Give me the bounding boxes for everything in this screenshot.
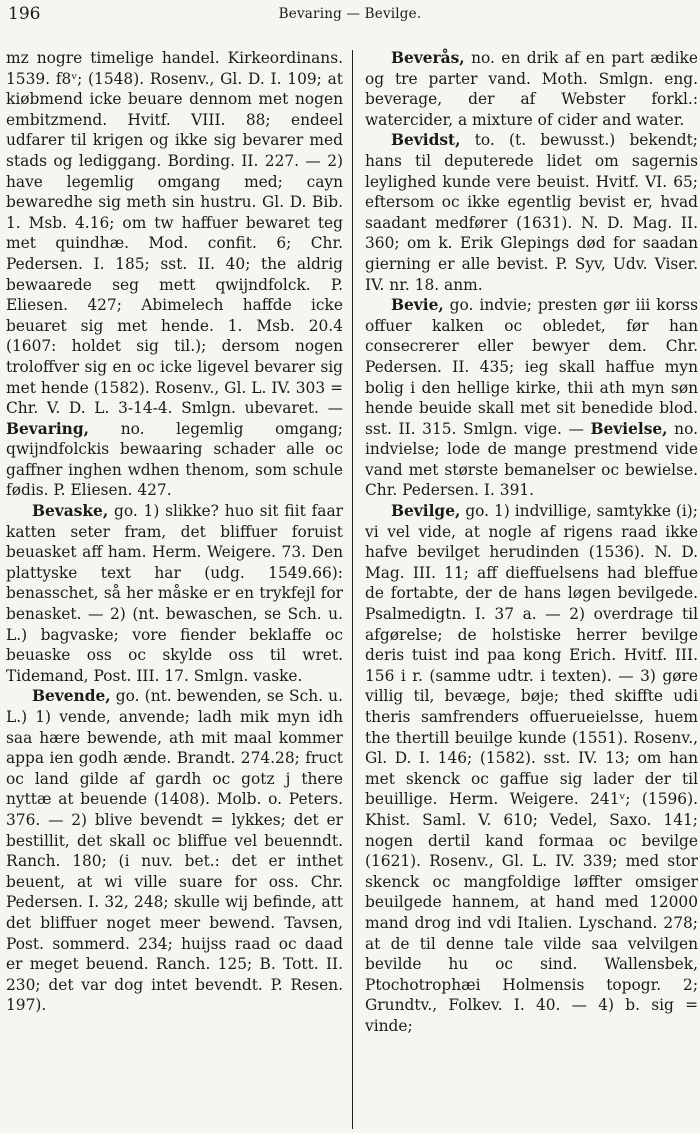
headword: Bevende, xyxy=(32,687,111,706)
headword: Bevidst, xyxy=(391,131,461,150)
left-column xyxy=(6,48,343,1129)
headword: Bevilge, xyxy=(391,502,461,521)
page-header xyxy=(8,4,692,30)
entry-text: no. indvielse; lode de mange prestmend vide vand met største bemanelser oc bewielse. Chr. Pedersen. I. 391. xyxy=(365,419,698,500)
entry-text: no. en drik af en part ædike og tre parter vand. Moth. Smlgn. eng. beverage, der af Webster forkl.: watercider, a mixture of cider and water. xyxy=(365,49,698,129)
entry-text: go. 1) indvillige, samtykke (i); vi vel vide, at nogle af rigens raad ikke hafve bevilget herudinden (1536). N. D. Mag. III. 11; aff dieffuelsens had bleffue de fortabte, der de hans løgen bevilgede. Psalmedigtn. I. 37 a. — 2) overdrage til afgørelse; de holstiske herrer bevilge deris tuist ind paa kong Erich. Hvitf. III. 156 i r. (samme udtr. i texten). — 3) gøre villig til, bevæge, bøje; thed skiffte udi theris samfrenders offuerueielsse, huem the thertill beuilge kunde (1551). Rosenv., Gl. D. I. 146; (1582). sst. IV. 13; om han met skenck oc gaffue sig lader der til beuillige. Herm. Weigere. 241ᵛ; (1596). Khist. Saml. V. 610; Vedel, Saxo. 141; nogen dertil kand formaa oc bevilge (1621). Rosenv., Gl. L. IV. 339; med stor skenck oc mangfoldige løffter omsiger beuilgede hannem, at hand med 12000 mand drog ind vdi Italien. Lyschand. 278; at de til denne tale vilde saa velvilgen bevilde hu oc sind. Wallensbek, Ptochotrophæi Holmensis topogr. 2; Grundtv., Folkev. I. 40. — 4) b. sig = vinde; xyxy=(365,502,698,1035)
right-column xyxy=(365,48,698,1129)
headword: Bevielse, xyxy=(590,419,668,438)
entry-bevende xyxy=(6,686,343,1016)
entry-beveras xyxy=(365,48,698,130)
entry-text: go. (nt. bewenden, se Sch. u. L.) 1) vende, anvende; ladh mik myn idh saa hære bewende, ath mit maal kommer appa ien godh ænde. Brandt. 274.28; fruct oc land gilde af gardh oc gotz j there nyttæ at beuende (1408). Molb. o. Peters. 376. — 2) blive bevendt = lykkes; det er bestillit, det skall oc bliffue vel beuenndt. Ranch. 180; (i nuv. bet.: det er inthet beuent, at wi ville suare for oss. Chr. Pedersen. I. 32, 248; skulle wij befinde, att det bliffuer noget meer bewend. Tavsen, Post. sommerd. 234; huijss raad oc daad er meget beuend. Ranch. 125; B. Tott. II. 230; det var dog intet bevendt. P. Resen. 197). xyxy=(6,687,343,1015)
entry-text: mz nogre timelige handel. Kirkeordinans. 1539. f8ᵛ; (1548). Rosenv., Gl. D. I. 109; at kiøbmend icke beuare dennom met nogen embitzmend. Hvitf. VIII. 88; endeel udfarer til krigen og ikke sig bevarer med stads og lediggang. Bording. II. 227. — 2) have legemlig omgang med; cayn bewaredhe sig meth sin hustru. Gl. D. Bib. 1. Msb. 4.16; om tw haffuer bewaret teg met quindhæ. Mod. confit. 6; Chr. Pedersen. I. 185; sst. II. 40; the aldrig bewaarede seg mett qwijndfolck. P. Eliesen. 427; Abimelech haffde icke beuaret sig met hende. 1. Msb. 20.4 (1607: holdet sig til.); dersom nogen troloffver sig en oc icke ligevel bevarer sig met hende (1582). Rosenv., Gl. L. IV. 303 = Chr. V. D. L. 3-14-4. Smlgn. ubevaret. — xyxy=(6,49,343,418)
running-head: Bevaring — Bevilge. xyxy=(278,6,422,22)
entry-bevie xyxy=(365,295,698,501)
entry-text: go. 1) slikke? huo sit fiit faar katten seter fram, det bliffuer foruist beuasket aff ham. Herm. Weigere. 73. Den plattyske text har (udg. 1549.66): benasschet, så her måske er en trykfejl for benasket. — 2) (nt. bewaschen, se Sch. u. L.) bagvaske; vore fiender beklaffe oc beuaske oss oc skylde oss til wret. Tidemand, Post. III. 17. Smlgn. vaske. xyxy=(6,502,343,685)
headword: Bevaring, xyxy=(6,419,89,438)
entry-bevidst xyxy=(365,130,698,295)
entry-bevilge xyxy=(365,501,698,1036)
dictionary-columns xyxy=(6,48,698,1129)
headword: Bevie, xyxy=(391,296,444,315)
entry-text: no. legemlig omgang; qwijndfolckis bewaaring schader alle oc gaffner inghen wdhen thenom, som schule fødis. P. Eliesen. 427. xyxy=(6,419,343,500)
entry-bevaske xyxy=(6,501,343,686)
headword: Beverås, xyxy=(391,49,465,67)
headword: Bevaske, xyxy=(32,502,109,521)
entry-text: go. indvie; presten gør iii korss offuer kalken oc obledet, før han consecrerer eller bewyer dem. Chr. Pedersen. II. 435; ieg skall haffue myn bolig i den hellige kirke, thii ath myn søn hende beuide skall met sit benedide blod. sst. II. 315. Smlgn. vige. — xyxy=(365,296,698,438)
entry-continuation xyxy=(6,48,343,501)
page-number: 196 xyxy=(8,4,41,24)
entry-text: to. (t. bewusst.) bekendt; hans til deputerede lidet om sagernis leylighed kunde vere beuist. Hvitf. VI. 65; eftersom oc ikke egentlig bevist er, hvad saadant medfører (1631). N. D. Mag. II. 360; om k. Erik Glepings død for saadan gierning er alle bevist. P. Syv, Udv. Viser. IV. nr. 18. anm. xyxy=(365,131,698,294)
